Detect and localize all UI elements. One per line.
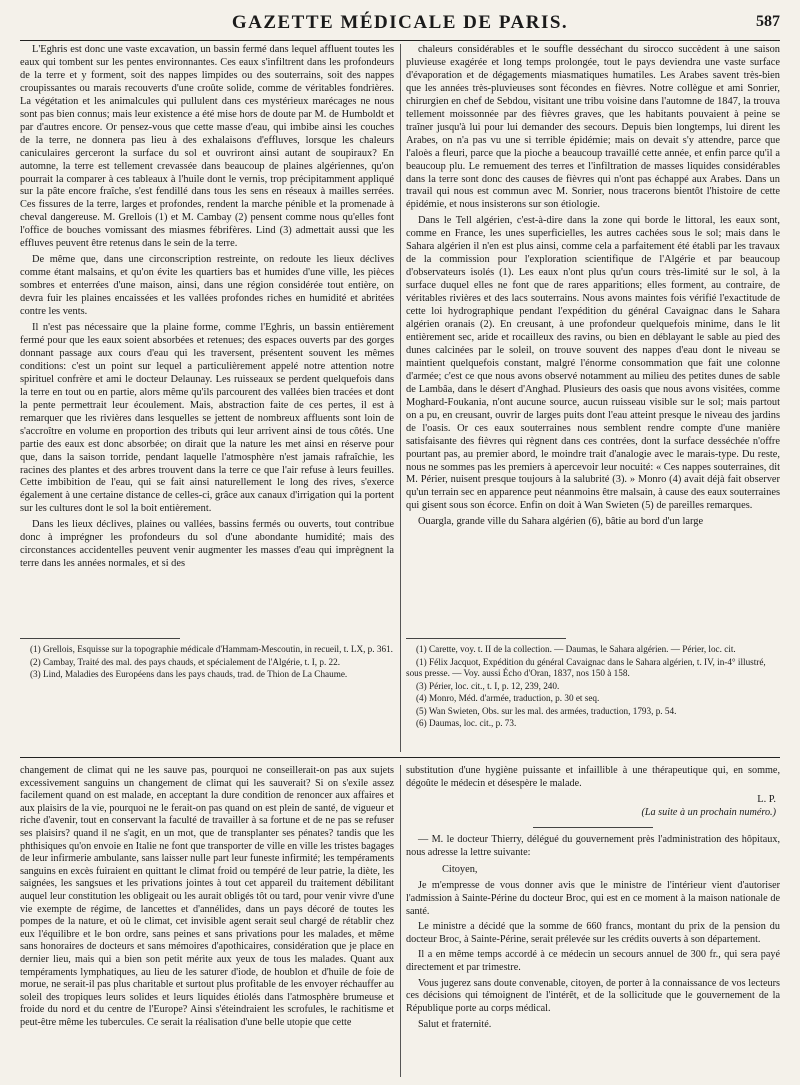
footnote-rule [20, 638, 180, 639]
separator-rule [533, 827, 653, 828]
paragraph: substitution d'une hygiène puissante et infaillible à une thérapeutique qui, en somme, dégoûte le médecin et désespère le malade. [406, 765, 780, 789]
paragraph: De même que, dans une circonscription restreinte, on redoute les lieux déclives comme étant malsains, et qu'on évite les quartiers bas et humides d'une ville, les pièces sombres et enterrées d'une maison, ainsi, dans une région considérée tout entière, on devra fuir les plaines encaissées et les vallées profondes riches en humidité et abritées contre les vents. [20, 254, 394, 318]
footnote: (2) Cambay, Traité des mal. des pays chauds, et spécialement de l'Algérie, t. I, p. 22. [30, 656, 341, 667]
paragraph: chaleurs considérables et le souffle desséchant du sirocco succèdent à une saison pluvieuse exagérée et long temps prolongée, tout le pays deviendra une vaste surface d'évaporation et de dégagements miasmatiques humatiles. Les Arabes savent très-bien que les années très-pluvieuses sont fécondes en fièvres. Notre collègue et ami Sonrier, chirurgien en chef de Sebdou, visitant une tribu voisine dans l'automne de 1847, la trouva tellement moissonnée par des fièvres graves, que les habitants pouvaient à peine se traîner jusqu'à lui pour lui demander des secours. Depuis bien longtemps, lui dirent les Arabes, on n'a pas vu une si terrible épidémie; mais on devait s'y attendre, parce que l'aloès a fleuri, parce que la pioche a beaucoup travaillé cette année, et enfin parce qu'il a beaucoup plu. Le remuement des terres et l'infiltration de masses liquides considérables dans la terre sont donc des causes de fièvres qui n'ont pas échappé aux Arabes. Dans un travail qui nous est commun avec M. Sonrier, nous tracerons bientôt l'histoire de cette épidémie, et nous insisterons sur son étiologie. [406, 44, 780, 211]
left-column [20, 44, 394, 752]
letter-paragraph: Le ministre a décidé que la somme de 660 francs, montant du prix de la pension du docteur Broc, à Sainte-Périne, serait prélevée sur les crédits ouverts à son département. [406, 921, 780, 945]
header-rule [20, 40, 780, 41]
column-divider [400, 44, 401, 752]
article-bottom-section [20, 765, 780, 1077]
paragraph: changement de climat qui ne les sauve pas, pourquoi ne conseillerait-on pas aux sujets excessivement sanguins un changement de climat qui les sauverait? Si on s'exile assez facilement quand on est malade, en acceptant la dure condition de renoncer aux affaires et aux plaisirs de la vie, pourquoi ne le ferait-on pas quand on est plein de santé, de vigueur et riche d'avenir, tout en conservant la faculté de travailler à sa fortune et de ne pas se refuser ses plaisirs? quand il ne s'agit, en un mot, que de transplanter ses pénates? tandis que les phthisiques qu'on envoie en Italie ne font que transporter de ville en ville les tristes bagages de leur infirmerie ambulante, sans laisser nulle part leur funeste infirmité; les tempéraments sanguins en excès fuiraient en quittant le climat froid ou tempéré de leur patrie, la diète, les saignées, les sangsues et les privations jointes à tout cet appareil du traitement débilitant auquel leur constitution les obligeait ou les aurait obligés tôt ou tard, pour venir vivre d'une vie exempte de régime, de lancettes et d'annélides, dans un pays décoré de toutes les pompes de la nature, et où le climat, cet invisible agent serait seul chargé de rétablir chez eux l'équilibre et le bon ordre, sans peines et sans privations pour les malades, et même sans honoraires de docteurs et sans mémoires d'apothicaires, considération que je place en dernier lieu, mais qui a bien son petit mérite aux yeux de tous les malades. Quant aux tempéraments lymphatiques, au lieu de les saturer d'iode, de houblon et d'huile de foie de morue, ne serait-il pas plus charitable et surtout plus profitable de les envoyer réchauffer au soleil des tropiques leurs solides et leurs liquides étiolés dans l'atmosphère brumeuse et froide du nord et du centre de l'Europe? Ainsi s'éteindraient les scrofules, le rachitisme et peut-être même les tubercules. Ce serait la réalisation d'une belle utopie que cette [20, 765, 394, 1028]
paragraph: Dans le Tell algérien, c'est-à-dire dans la zone qui borde le littoral, les eaux sont, comme en France, les unes superficielles, les autres cachées sous le sol; mais dans le Sahara algérien il n'en est plus ainsi, comme cela a parfaitement été établi par les travaux de la commission pour l'exploration scientifique de l'Algérie et par beaucoup d'observateurs isolés (1). Les eaux n'ont plus qu'un cours très-limité sur le sol, à la surface duquel elles ne font que de rares apparitions; elles forment, au contraire, de véritables rivières et des lacs souterrains. Nous avons maintes fois vérifié l'exactitude de cette loi hydrographique pendant l'expédition du général Cavaignac dans le Sahara algérien oranais (2). En creusant, à une profondeur quelquefois minime, dans le lit entièrement sec, aride et rocailleux des ravins, ou bien en déblayant le sable au pied des dunes calcinées par le soleil, on trouve souvent des nappes d'eau dont le niveau se maintient quelquefois constant, malgré l'énorme consommation que fait une colonne d'armée; c'est ce que nous avons observé notamment au milieu des petites dunes de sable de Lambâa, dans le désert d'Anghad. Plusieurs des oasis que nous avons visitées, comme Moghard-Foukania, n'ont aucune source, aucun ruisseau visible sur le sol; mais partout on a pu, en creusant, ouvrir de larges puits dont l'eau atteint presque le niveau des jardins de l'oasis. Or ces eaux souterraines nous semblent rendre compte d'une manière satisfaisante des fièvres qui règnent dans ces contrées, dont la surface desséchée n'offre pourtant pas, au premier abord, le moindre trait d'analogie avec le marais-type. Du reste, nous ne sommes pas les premiers à apercevoir leur nocuité: « Ces nappes souterraines, dit M. Périer, nuisent presque toujours à la salubrité (3). » Monro (4) avait déjà fait observer qu'un terrain sec en apparence peut néanmoins être malsain, à cause des eaux souterraines qui gisent sous son écorce. Enfin on doit à Wan Swieten (5) de pareilles remarques. [406, 215, 780, 512]
article-top-section [20, 44, 780, 752]
page-header [20, 10, 780, 38]
right-footnotes [406, 644, 780, 730]
paragraph: L'Eghris est donc une vaste excavation, un bassin fermé dans lequel affluent toutes les eaux qui tombent sur les pentes environnantes. Ces eaux s'infiltrent dans les profondeurs de la terre et y forment, soit des nappes limpides ou des souterrains, soit des nappes croupissantes ou marais recouverts d'une croûte solide, comme de véritables fondrières. La végétation et les animalcules qui pullulent dans ces mystérieux marécages ne nous sont pas bien connus; mais leur existence a été mise hors de doute par M. de Humboldt et par d'autres encore. Or pensez-vous que cette masse d'eau, qui imbibe ainsi les couches de la terre, ne donnera pas lieu à des exhalaisons d'effluves, lorsque les chaleurs caniculaires gerceront la surface du sol et ouvriront ainsi autant de soupiraux? En automne, la terre est tellement crevassée dans beaucoup de plaines algériennes, qu'on pourrait la comparer à ces tableaux à l'huile dont le vernis, trop précipitamment appliqué sur la pâte encore fraîche, s'est fendillé dans tous les sens en réseaux à mailles serrées. Ces fissures de la terre, larges et profondes, rendent la marche pénible et la promenade à cheval dangereuse. M. Grellois (1) et M. Cambay (2) pensent comme nous qu'elles font l'office de bouches vomissant des miasmes fébrifères. Lind (3) admettait aussi que les effluves peuvent être retenus dans le sein de la terre. [20, 44, 394, 250]
footnote-rule [406, 638, 566, 639]
left-footnotes [20, 644, 394, 681]
page-number: 587 [756, 13, 780, 30]
footnote: (6) Daumas, loc. cit., p. 73. [416, 718, 517, 728]
letter-salutation: Citoyen, [442, 864, 478, 876]
section-divider [20, 757, 780, 758]
footnote: (4) Monro, Méd. d'armée, traduction, p. 30 et seq. [416, 693, 600, 703]
announcement: — M. le docteur Thierry, délégué du gouvernement près l'administration des hôpitaux, nous adresse la lettre suivante: [406, 834, 780, 858]
paragraph: Dans les lieux déclives, plaines ou vallées, bassins fermés ou ouverts, tout contribue donc à imprégner les profondeurs du sol d'une abondante humidité; mais des circonstances accidentelles peuvent venir augmenter les masses d'eau qui imprègnent la terre dans les années normales, et si des [20, 519, 394, 570]
footnote: (5) Wan Swieten, Obs. sur les mal. des armées, traduction, 1793, p. 54. [416, 705, 677, 716]
bottom-left-column [20, 765, 394, 1077]
footnote: (1) Félix Jacquot, Expédition du général Cavaignac dans le Sahara algérien, t. IV, in-4° illustré, sous presse. — Voy. aussi Écho d'Oran, 1837, nos 150 à 158. [406, 656, 766, 678]
left-column-body [20, 44, 394, 632]
letter-closing: Salut et fraternité. [418, 1019, 492, 1031]
column-divider [400, 765, 401, 1077]
author-signature: L. P. [757, 794, 776, 806]
right-column [406, 44, 780, 752]
footnote: (1) Grellois, Esquisse sur la topographie médicale d'Hammam-Mescoutin, in recueil, t. LX, p. 361. [30, 644, 393, 654]
letter-paragraph: Il a en même temps accordé à ce médecin un secours annuel de 300 fr., qui sera payé directement et par trimestre. [406, 949, 780, 973]
letter-paragraph: Vous jugerez sans doute convenable, citoyen, de porter à la connaissance de vos lecteurs ces décisions qui témoignent de l'intérêt, et de la sollicitude que le gouvernement de la République porte au corps médical. [406, 977, 780, 1014]
bottom-right-column [406, 765, 780, 1077]
journal-title: GAZETTE MÉDICALE DE PARIS. [231, 12, 569, 33]
footnote: (3) Périer, loc. cit., t. I, p. 12, 239, 240. [416, 680, 560, 691]
footnote: (1) Carette, voy. t. II de la collection. — Daumas, le Sahara algérien. — Périer, loc. cit. [416, 644, 736, 654]
paragraph: Il n'est pas nécessaire que la plaine forme, comme l'Eghris, un bassin entièrement fermé pour que les eaux soient absorbées et retenues; des espaces ouverts par des gorges donnant passage aux cours d'eau qui les traversent, présentent souvent les mêmes conditions: c'est un point sur lequel a particulièrement appelé notre attention notre spirituel confrère et ami le docteur Delaunay. Les ruisseaux se perdent quelquefois dans la terre en tout ou en partie, alors même qu'ils parcourent des vallées bien tracées et dont la pente permettrait leur écoulement. Mais, abstraction faite de ces pertes, il est à remarquer que les rivières dans lesquelles se jettent de nombreux affluents sont loin de s'accroître en volume en proportion des tributs qui leur arrivent ainsi de tous côtés. Une partie des eaux est donc absorbée; on dirait que la nature les met ainsi en réserve pour que, dans la saison torride, pendant laquelle l'atmosphère n'est jamais rafraîchie, les racines des plantes et des arbres trouvent dans la terre ce que l'air refuse à leurs feuilles. Cette imbibition de l'eau, qui se fait ainsi naturellement le long des rives, s'exerce également à une certaine distance de celles-ci, grâce aux canaux d'irrigation qui la portent sur les cultures dont le sol la boit entièrement. [20, 322, 394, 515]
footnote: (3) Lind, Maladies des Européens dans les pays chauds, trad. de Thion de La Chaume. [30, 669, 348, 679]
paragraph: Ouargla, grande ville du Sahara algérien (6), bâtie au bord d'un large [418, 516, 704, 528]
right-column-body [406, 44, 780, 632]
continued-note: (La suite à un prochain numéro.) [641, 807, 776, 819]
letter-paragraph: Je m'empresse de vous donner avis que le ministre de l'intérieur vient d'autoriser l'admission à Sainte-Périne du docteur Broc, qui est en ce moment à la maison nationale de santé. [406, 880, 780, 917]
